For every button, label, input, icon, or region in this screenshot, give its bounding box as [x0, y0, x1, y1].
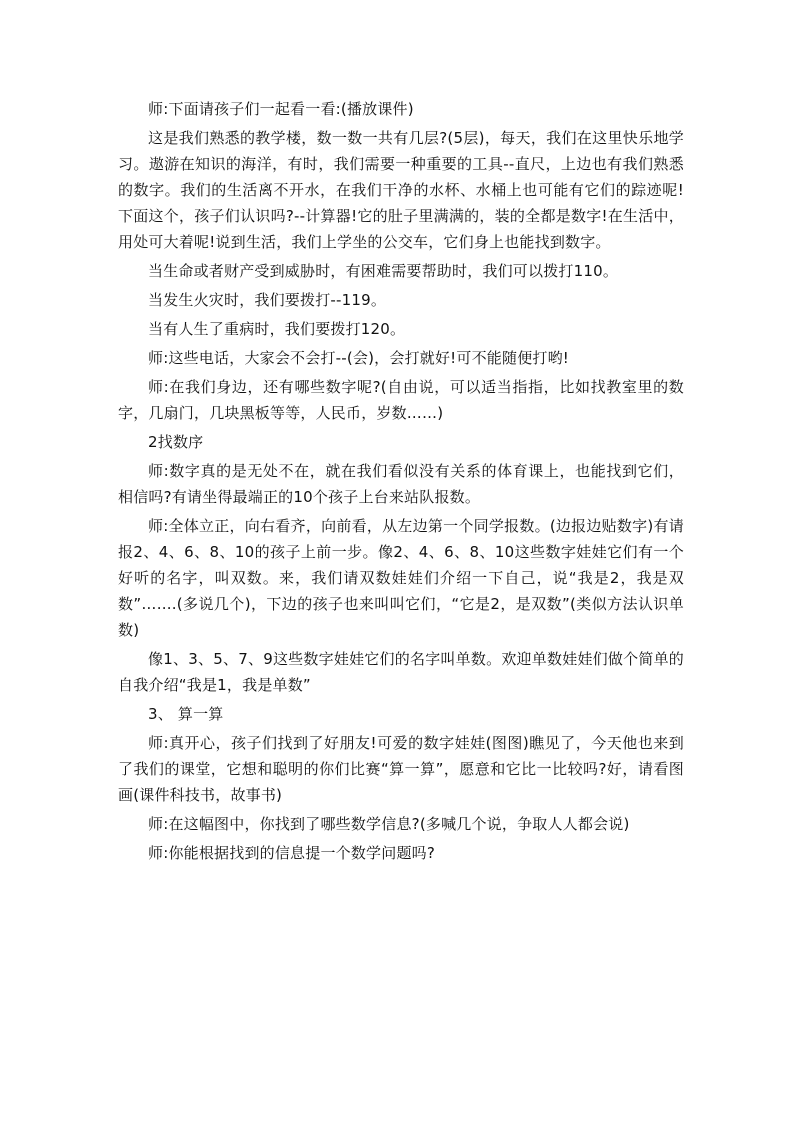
paragraph-110: 当生命或者财产受到威胁时，有困难需要帮助时，我们可以拨打110。	[148, 262, 619, 280]
paragraph-pe-class: 师:数字真的是无处不在，就在我们看似没有关系的体育课上，也能找到它们，相信吗?有请坐得最端正的10个孩子上台来站队报数。	[118, 462, 684, 506]
paragraph-teaching-building: 这是我们熟悉的教学楼，数一数一共有几层?(5层)，每天，我们在这里快乐地学习。遨游在知识的海洋，有时，我们需要一种重要的工具--直尺，上边也有我们熟悉的数字。我们的生活离不开水，在我们干净的水杯、水桶上也可能有它们的踪迹呢!下面这个，孩子们认识吗?--计算器!它的肚子里满满的，装的全都是数字!在生活中，用处可大着呢!说到生活，我们上学坐的公交车，它们身上也能找到数字。	[118, 129, 684, 251]
document-body	[118, 96, 684, 869]
paragraph-119: 当发生火灾时，我们要拨打--119。	[148, 291, 387, 309]
paragraph-calculate-game: 师:真开心，孩子们找到了好朋友!可爱的数字娃娃(图图)瞧见了，今天他也来到了我们的课堂，它想和聪明的你们比赛“算一算”，愿意和它比一比较吗?好，请看图画(课件科技书，故事书)	[118, 734, 684, 804]
section-heading-3: 3、 算一算	[148, 705, 224, 723]
section-heading-2: 2找数序	[148, 433, 204, 451]
paragraph-intro: 师:下面请孩子们一起看一看:(播放课件)	[148, 100, 414, 118]
paragraph-numbers-around: 师:在我们身边，还有哪些数字呢?(自由说，可以适当指指，比如找教室里的数字，几扇门，几块黑板等等，人民币，岁数……)	[118, 378, 684, 422]
paragraph-math-question: 师:你能根据找到的信息提一个数学问题吗?	[148, 844, 436, 862]
paragraph-120: 当有人生了重病时，我们要拨打120。	[148, 320, 406, 338]
paragraph-even-numbers: 师:全体立正，向右看齐，向前看，从左边第一个同学报数。(边报边贴数字)有请报2、4、6、8、10的孩子上前一步。像2、4、6、8、10这些数字娃娃它们有一个好听的名字，叫双数。来，我们请双数娃娃们介绍一下自己，说“我是2，我是双数”…….(多说几个)，下边的孩子也来叫叫它们，“它是2，是双数”(类似方法认识单数)	[118, 517, 684, 639]
paragraph-math-info: 师:在这幅图中，你找到了哪些数学信息?(多喊几个说，争取人人都会说)	[148, 815, 630, 833]
paragraph-phone-calls: 师:这些电话，大家会不会打--(会)，会打就好!可不能随便打哟!	[148, 349, 570, 367]
paragraph-odd-numbers: 像1、3、5、7、9这些数字娃娃它们的名字叫单数。欢迎单数娃娃们做个简单的自我介绍“我是1，我是单数”	[118, 650, 684, 694]
